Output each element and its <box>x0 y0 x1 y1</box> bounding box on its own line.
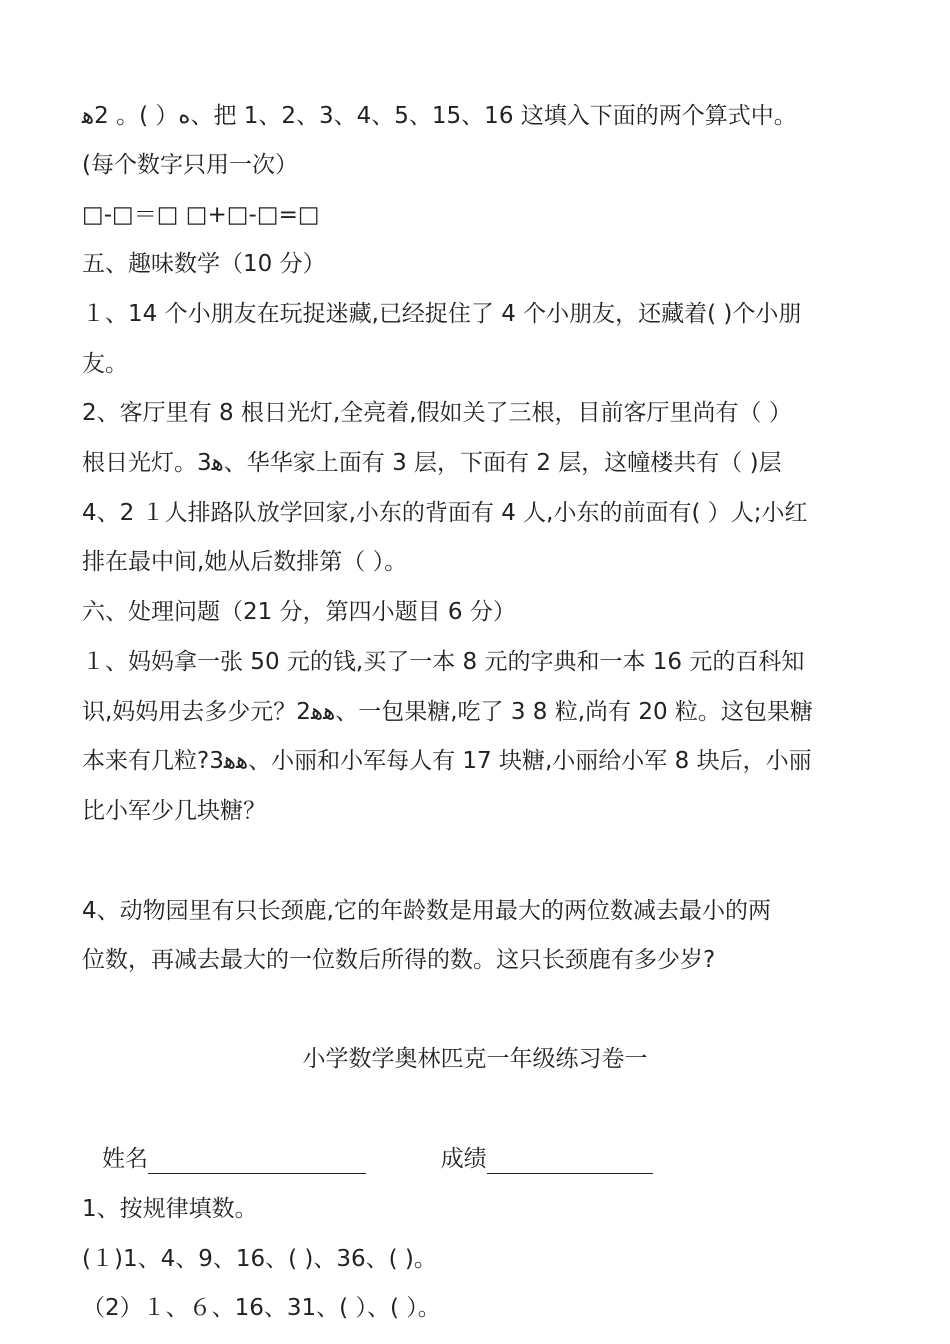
text-line: 4、2 １人排路队放学回家,小东的背面有 4 人,小东的前面有( ）人;小红 <box>82 500 808 526</box>
text-line: 4、动物园里有只长颈鹿,它的年龄数是用最大的两位数减去最小的两 <box>82 898 771 924</box>
text-line: (每个数字只用一次） <box>82 152 298 178</box>
exam-title: 小学数学奥林匹克一年级练习卷一 <box>302 1046 648 1072</box>
score-label: 成绩 <box>440 1146 487 1172</box>
text-line: （2）１、６、16、31、( ）、( ）。 <box>82 1295 441 1321</box>
text-line: 识,妈妈用去多少元？2ﻫﻫ、一包果糖,吃了 3 8 粒,尚有 20 粒。这包果糖 <box>82 699 813 725</box>
text-line: 2、客厅里有 8 根日光灯,全亮着,假如关了三根，目前客厅里尚有（ ） <box>82 400 792 426</box>
text-line: □-□＝□ □+□-□=□ <box>82 202 320 228</box>
text-line: 本来有几粒?3ﻫﻫ、小丽和小军每人有 17 块糖,小丽给小军 8 块后，小丽 <box>82 748 812 774</box>
text-line: 1、按规律填数。 <box>82 1196 258 1222</box>
text-line: 比小军少几块糖？ <box>82 798 266 824</box>
section-heading: 六、处理问题（21 分，第四小题目 6 分） <box>82 599 516 625</box>
text-line: 排在最中间,她从后数排第（ ）。 <box>82 549 408 575</box>
score-blank <box>487 1147 653 1174</box>
section-heading: 五、趣味数学（10 分） <box>82 251 326 277</box>
text-line: １、妈妈拿一张 50 元的钱,买了一本 8 元的字典和一本 16 元的百科知 <box>82 649 805 675</box>
text-line: 位数，再减去最大的一位数后所得的数。这只长颈鹿有多少岁? <box>82 947 716 973</box>
text-line: １、14 个小朋友在玩捉迷藏,已经捉住了 4 个小朋友，还藏着( )个小朋 <box>82 301 802 327</box>
text-line: 友。 <box>82 351 128 377</box>
name-blank <box>148 1147 366 1174</box>
name-score-row <box>102 1144 902 1174</box>
text-line: (１)1、4、9、16、( )、36、( )。 <box>82 1246 437 1272</box>
text-line: ه（ )。 2ﻫ、把 1、2、3、4、5、15、16 这填入下面的两个算式中。 <box>82 103 797 129</box>
name-label: 姓名 <box>102 1146 148 1172</box>
text-line: 根日光灯。3ﻫ、华华家上面有 3 层，下面有 2 层，这幢楼共有（ )层 <box>82 450 782 476</box>
